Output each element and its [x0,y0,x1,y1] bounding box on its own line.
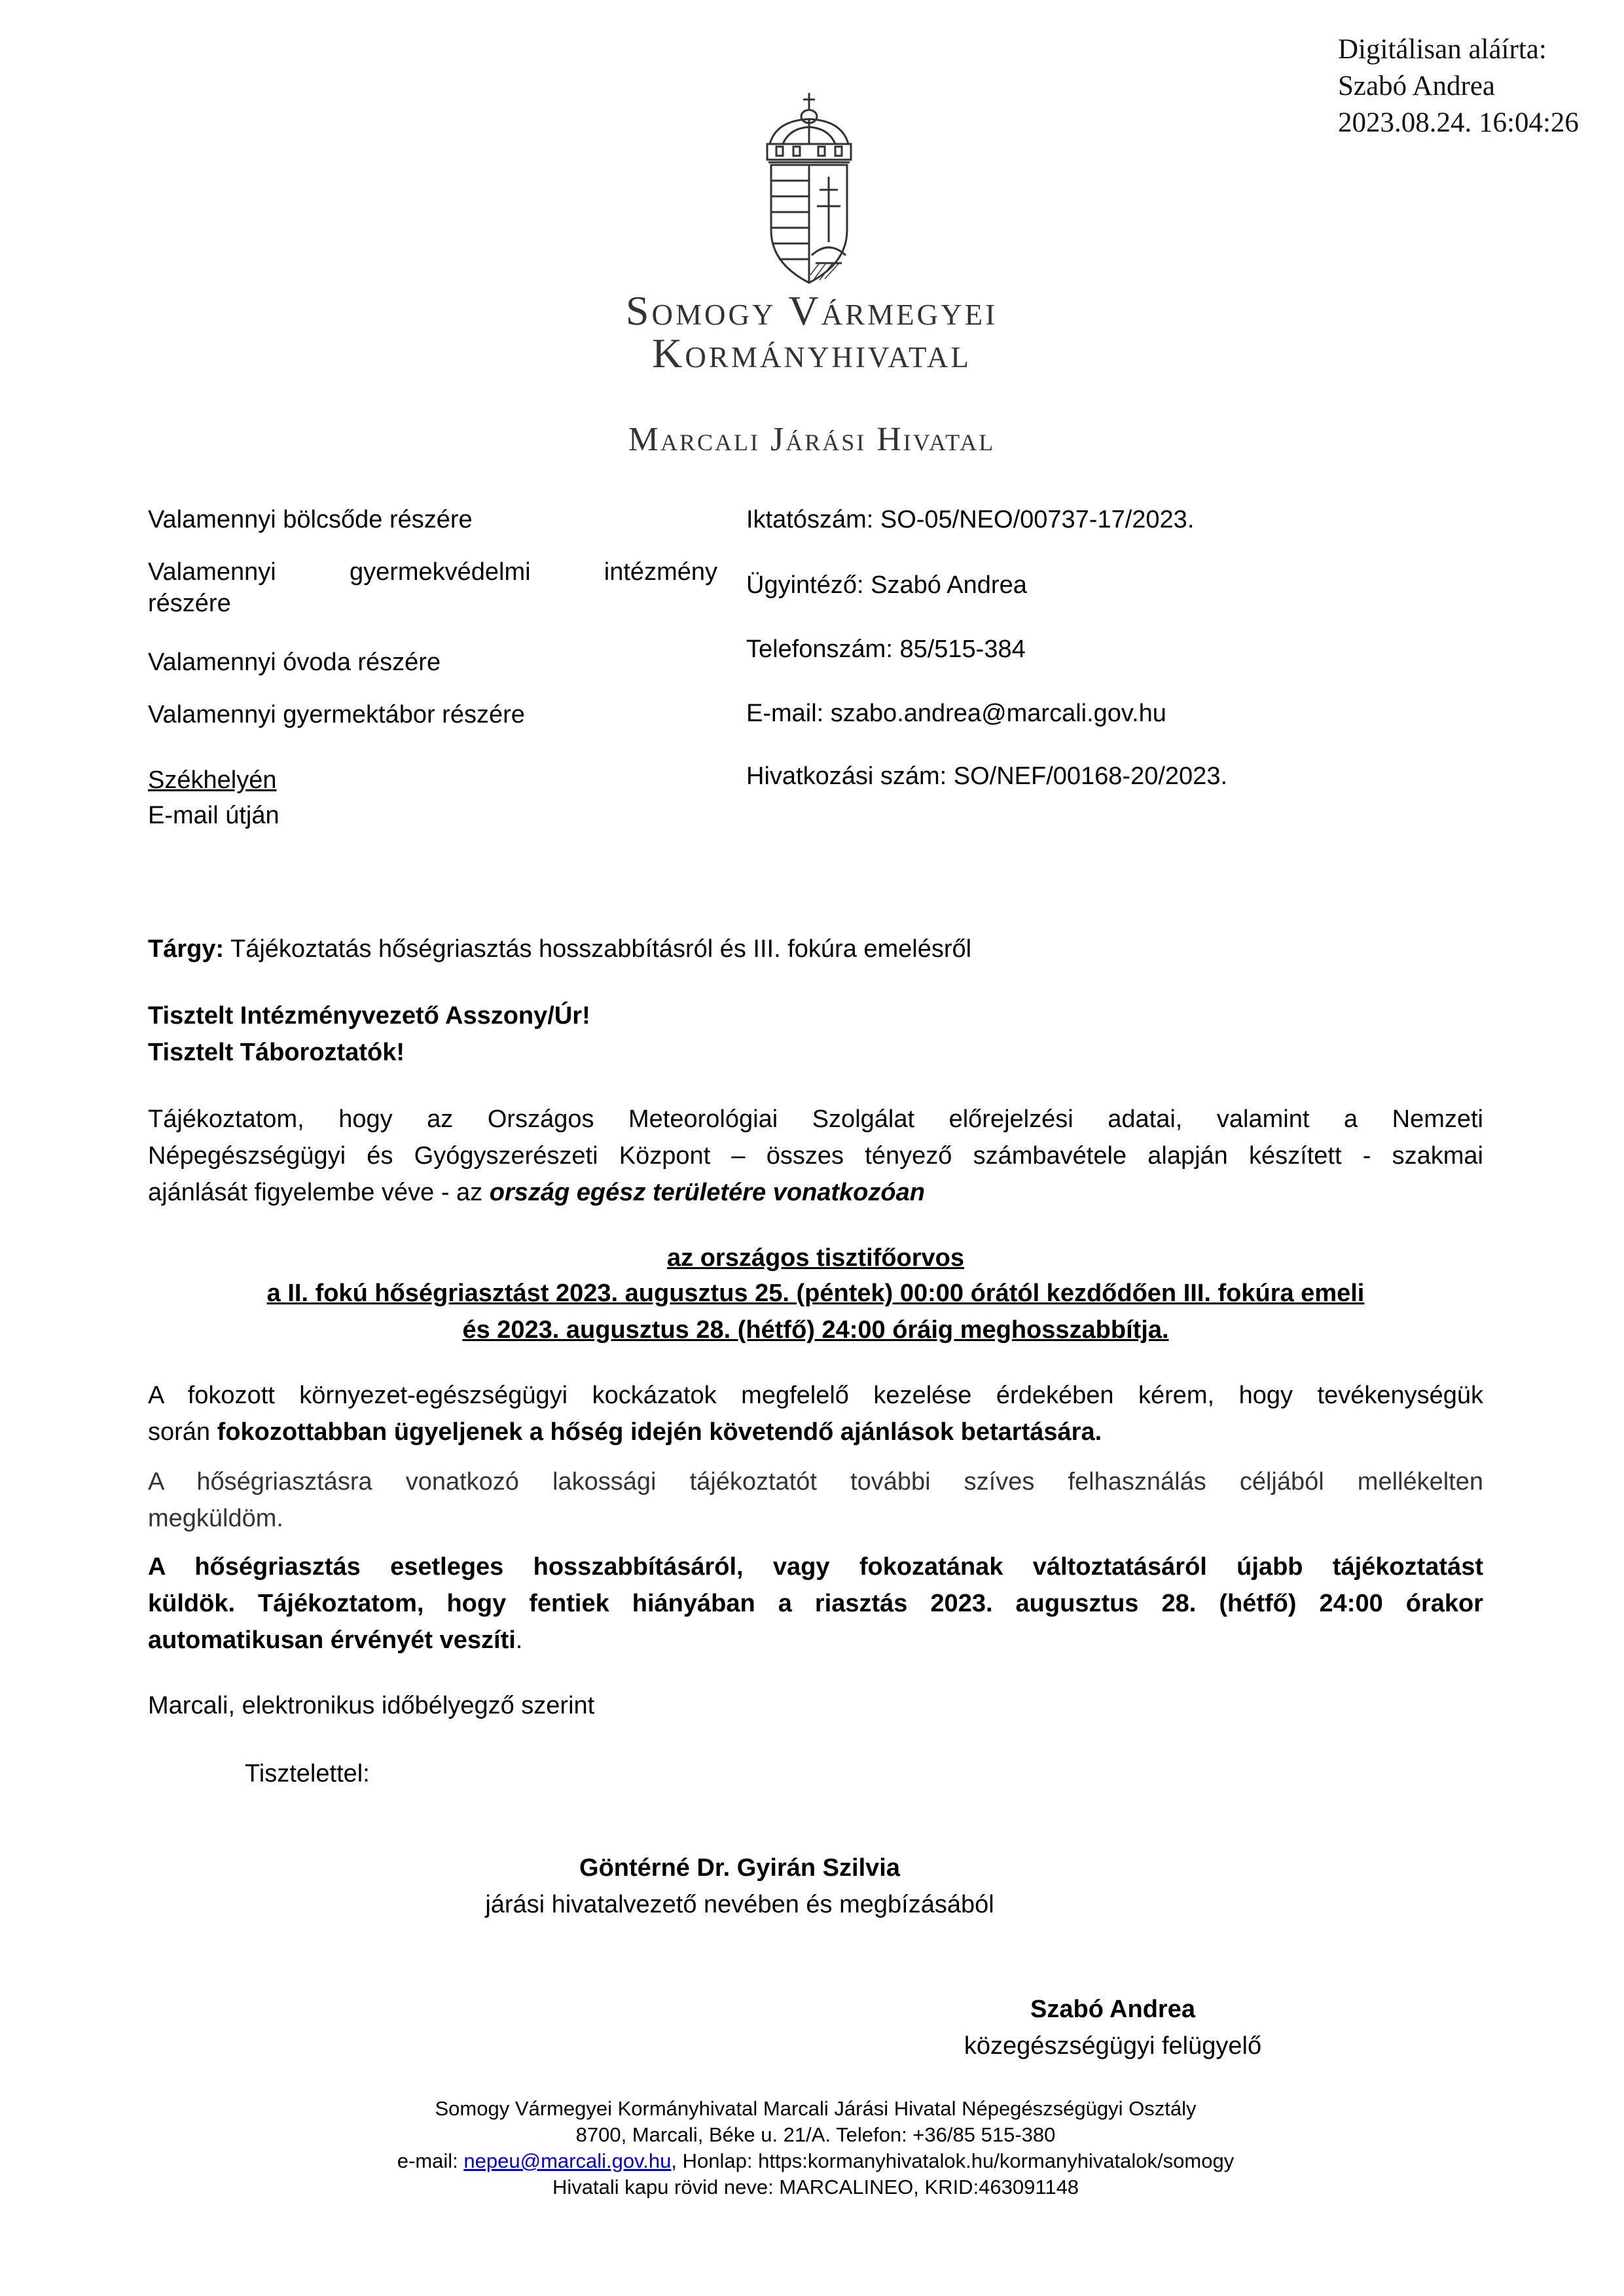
footer-line-1: Somogy Vármegyei Kormányhivatal Marcali Járási Hivatal Népegészségügyi Osztály [435,2097,1197,2120]
recipient-1: Valamennyi bölcsőde részére [148,506,473,533]
paragraph-4 [148,1549,1483,1659]
signatory-2-title: közegészségügyi felügyelő [964,2032,1262,2060]
subject-line [148,931,1483,967]
case-officer: Ügyintéző: Szabó Andrea [746,571,1027,599]
paragraph-1-line-1: Tájékoztatom, hogy az Országos Meteorológiai Szolgálat előrejelzési adatai, valamint a Nemzeti [148,1105,1483,1133]
signatory-2-name: Szabó Andrea [1030,1996,1195,2023]
paragraph-3 [148,1463,1483,1537]
paragraph-4-line-3 [148,1622,1483,1659]
paragraph-1-line-3 [148,1174,1483,1211]
footer-line-4: Hivatali kapu rövid neve: MARCALINEO, KRID:463091148 [552,2176,1079,2198]
paragraph-4-line-2: küldök. Tájékoztatom, hogy fentiek hiányában a riasztás 2023. augusztus 28. (hétfő) 24:00 órakor [148,1590,1483,1617]
footer-email-link[interactable]: nepeu@marcali.gov.hu [463,2149,672,2172]
paragraph-2-line-2-bold: fokozottabban ügyeljenek a hőség idején követendő ajánlások betartására. [217,1418,1102,1446]
recipient-2 [148,556,717,619]
hungarian-coat-of-arms-icon [757,92,868,288]
salutation-line-1: Tisztelt Intézményvezető Asszony/Úr! [148,1002,590,1030]
footer-email-label: e-mail: [397,2149,464,2172]
signature-line-3: 2023.08.24. 16:04:26 [1338,107,1579,138]
paragraph-2-line-2-plain: során [148,1418,217,1446]
signatory-1-title: járási hivatalvezető nevében és megbízásából [485,1891,994,1918]
subject-label: Tárgy: [148,935,225,963]
signature-line-2: Szabó Andrea [1338,71,1496,101]
footer-line-2: 8700, Marcali, Béke u. 21/A. Telefon: +36/85 515-380 [575,2123,1056,2146]
announcement-line-3: és 2023. augusztus 28. (hétfő) 24:00 óráig meghosszabbítja. [462,1316,1169,1344]
footer-homepage: , Honlap: https:kormanyhivatalok.hu/kormanyhivatalok/somogy [671,2149,1235,2172]
signatory-2 [916,1991,1309,2064]
place-and-date: Marcali, elektronikus időbélyegző szerint [148,1692,595,1719]
signature-line-1: Digitálisan aláírta: [1338,34,1547,65]
phone-number: Telefonszám: 85/515-384 [746,636,1026,663]
announcement-line-2: a II. fokú hőségriasztást 2023. augusztus 25. (péntek) 00:00 órától kezdődően III. fokúra emeli [266,1280,1365,1307]
signatory-1 [327,1850,1152,1923]
digital-signature-stamp [1338,31,1613,141]
paragraph-4-line-1: A hőségriasztás esetleges hosszabbításáról, vagy fokozatának változtatásáról újabb tájékoztatást [148,1553,1483,1581]
office-name: Marcali Járási Hivatal [628,421,996,458]
footer-line-3 [148,2148,1483,2174]
reference-number: Hivatkozási szám: SO/NEF/00168-20/2023. [746,762,1228,790]
footer [148,2096,1483,2200]
subject-text: Tájékoztatás hőségriasztás hosszabbításról és III. fokúra emelésről [224,935,972,963]
paragraph-3-line-2: megküldöm. [148,1505,283,1532]
announcement-line-1: az országos tisztifőorvos [667,1244,964,1272]
paragraph-2 [148,1377,1483,1450]
agency-name-line-2: Kormányhivatal [652,330,971,376]
paragraph-3-line-1: A hőségriasztásra vonatkozó lakossági tájékoztatót további szíves felhasználás céljából mellékelten [148,1468,1483,1496]
recipient-3: Valamennyi óvoda részére [148,649,441,676]
agency-name-line-1: Somogy Vármegyei [625,287,998,334]
paragraph-1-line-2: Népegészségügyi és Gyógyszerészeti Központ – összes tényező számbavétele alapján készített - szakmai [148,1142,1483,1170]
paragraph-2-line-2 [148,1414,1483,1450]
recipient-2-line-1: Valamennyi gyermekvédelmi intézmény [148,558,717,586]
closing-greeting: Tisztelettel: [245,1760,370,1787]
paragraph-1-line-3-emphasis: ország egész területére vonatkozóan [489,1179,925,1206]
paragraph-1-line-3-plain: ajánlását figyelembe véve - az [148,1179,490,1206]
paragraph-4-line-3-bold: automatikusan érvényét veszíti [148,1626,516,1654]
recipient-location: Székhelyén [148,766,277,794]
recipient-2-line-2: részére [148,590,231,617]
salutation-line-2: Tisztelt Táboroztatók! [148,1039,405,1066]
paragraph-4-line-3-end: . [515,1626,523,1654]
recipient-4: Valamennyi gyermektábor részére [148,701,525,728]
delivery-method: E-mail útján [148,802,280,829]
paragraph-2-line-1: A fokozott környezet-egészségügyi kockázatok megfelelő kezelése érdekében kérem, hogy tevékenységük [148,1382,1483,1409]
registration-number: Iktatószám: SO-05/NEO/00737-17/2023. [746,506,1195,533]
signatory-1-name: Göntérné Dr. Gyirán Szilvia [579,1854,900,1882]
paragraph-1 [148,1101,1483,1211]
email-address: E-mail: szabo.andrea@marcali.gov.hu [746,700,1166,727]
